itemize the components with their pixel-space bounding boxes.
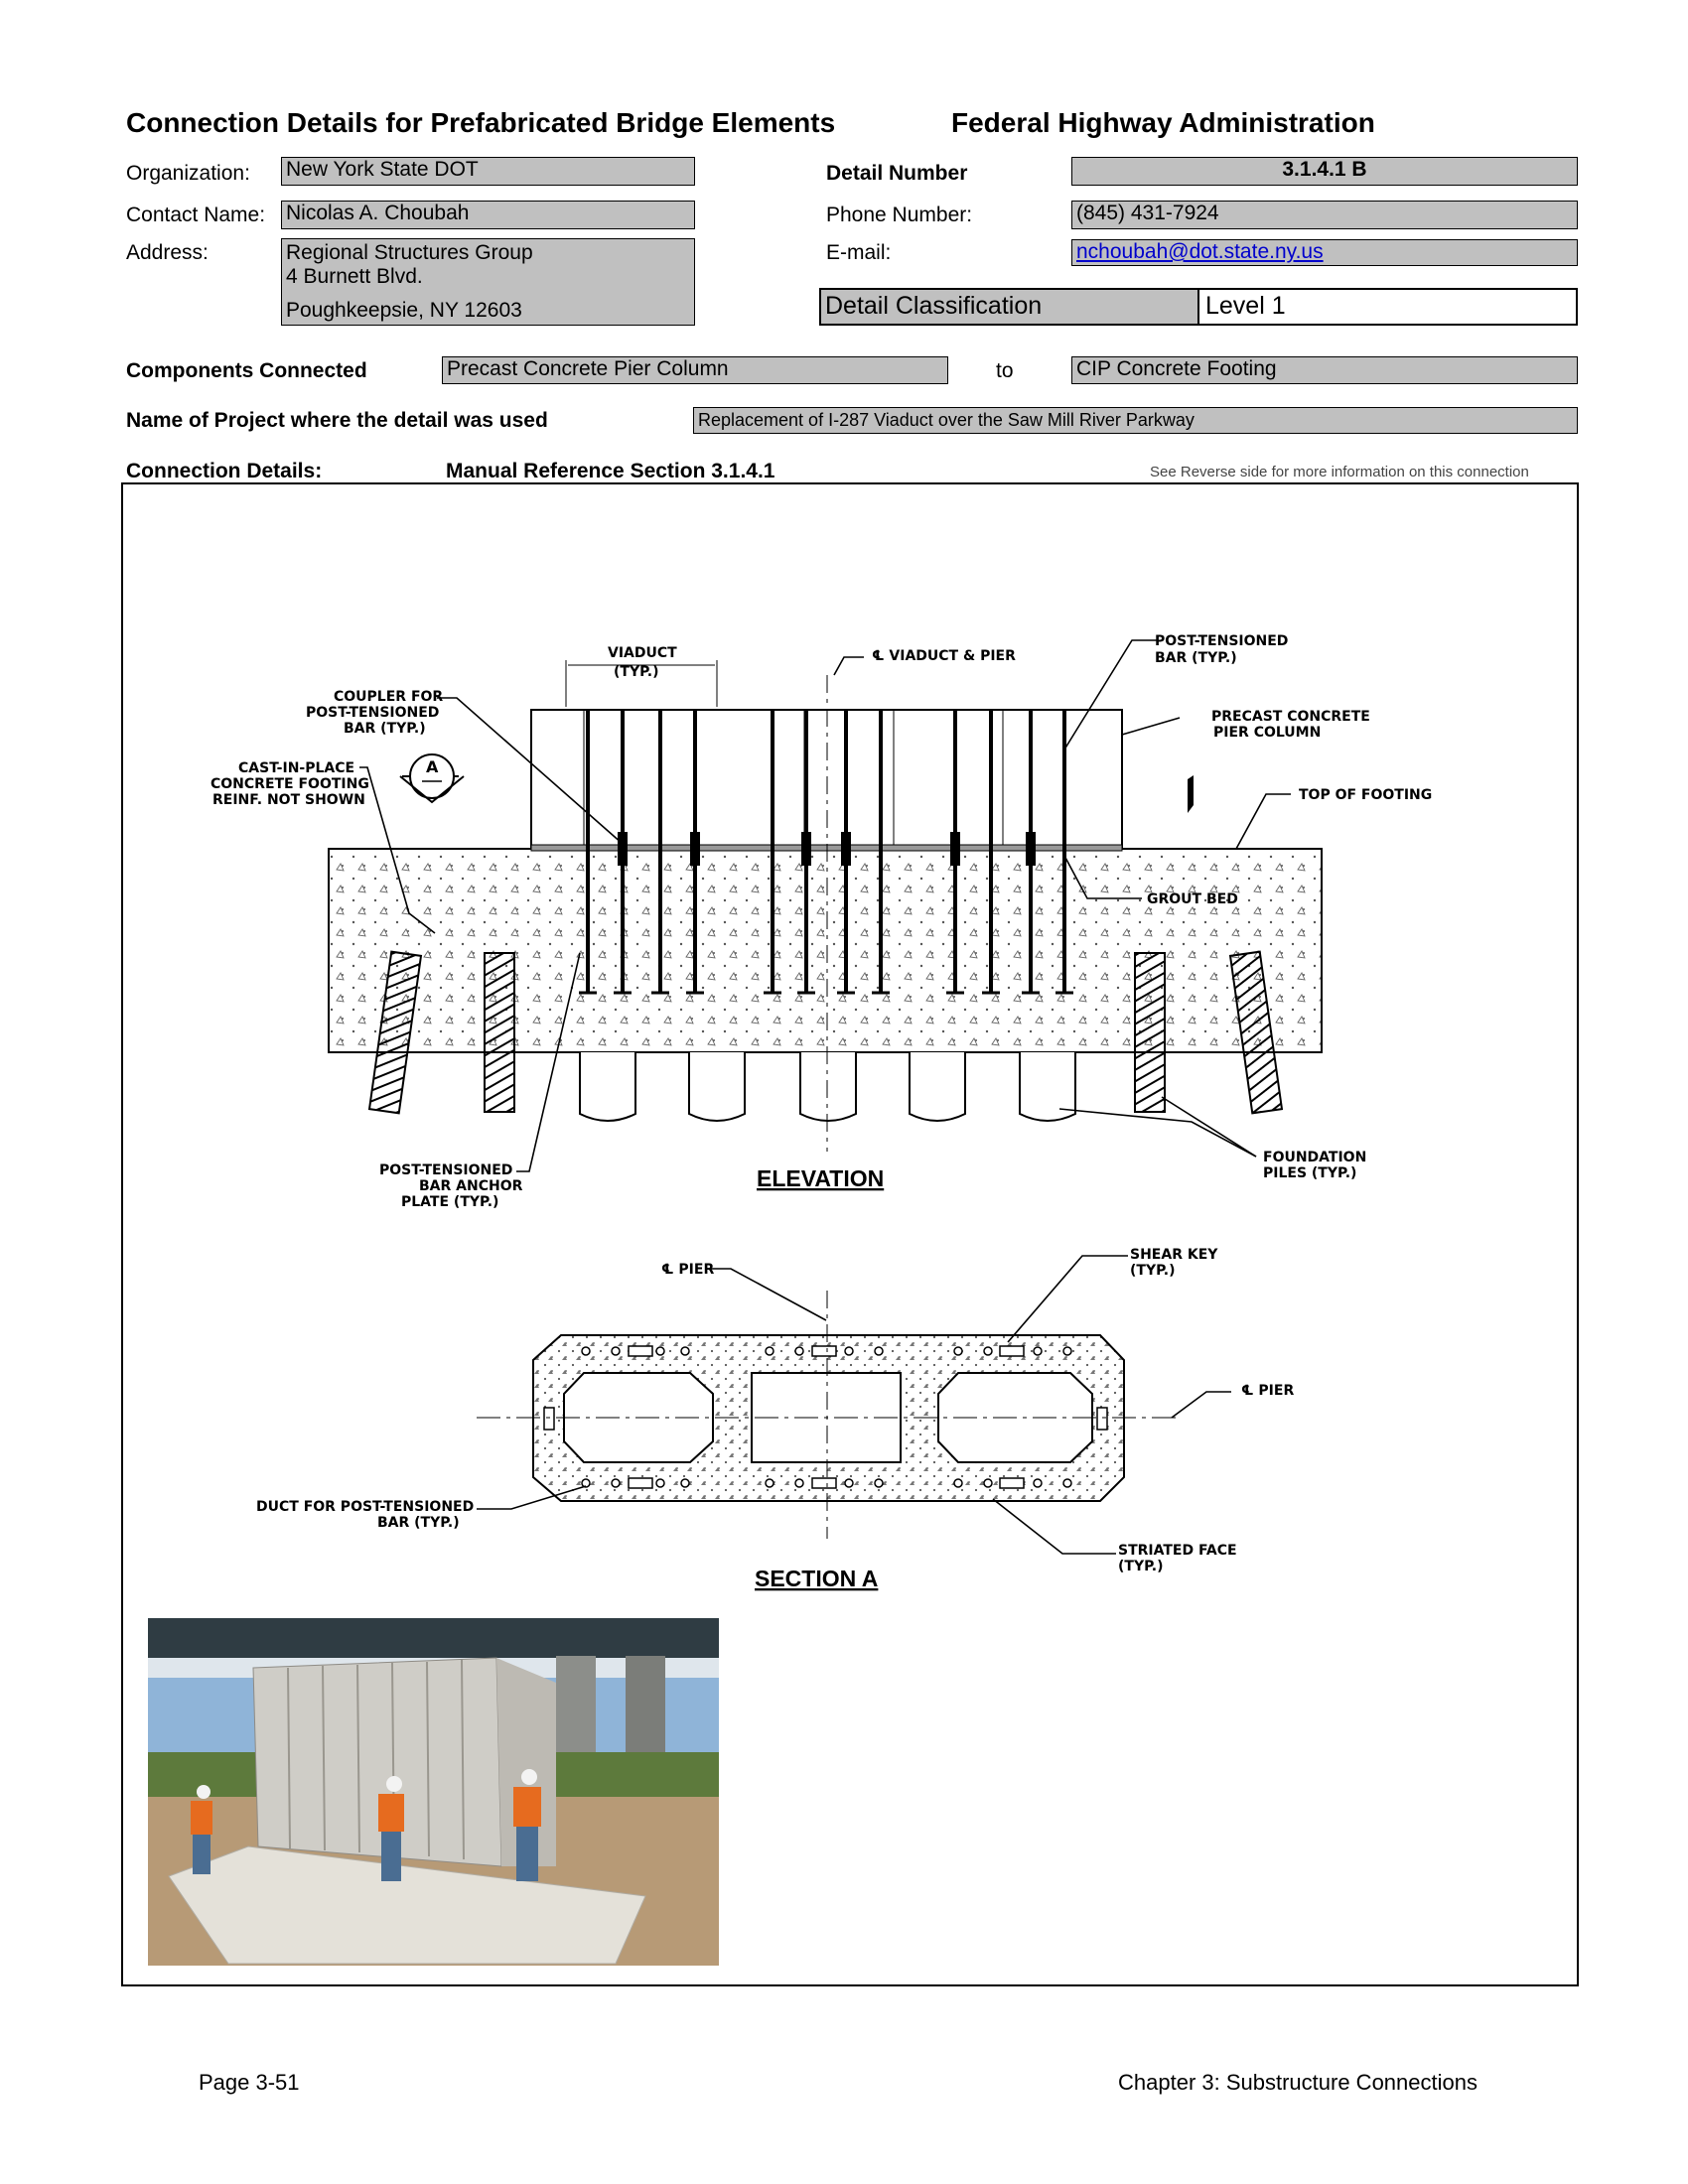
viaduct-label-2: (TYP.) [614,664,659,680]
viaduct-label-1: VIADUCT [608,645,677,661]
section-a-marker [400,754,464,802]
document-title: Connection Details for Prefabricated Bridge Elements [126,107,836,138]
duct-label-2: BAR (TYP.) [377,1515,460,1531]
address-line-2: 4 Burnett Blvd. [286,265,423,288]
pt-bar-label-2: BAR (TYP.) [1155,650,1237,666]
to-label: to [996,359,1014,382]
shear-key-label-1: SHEAR KEY [1130,1247,1218,1263]
cip-footing-label-1: CAST-IN-PLACE [238,760,355,776]
cip-footing-label-3: REINF. NOT SHOWN [212,792,365,808]
detail-number-field: 3.1.4.1 B [1071,157,1578,186]
section-marker-label: A [426,757,439,776]
piles-label-1: FOUNDATION [1263,1150,1367,1165]
anchor-plate-label-2: BAR ANCHOR [419,1178,523,1194]
top-of-footing-label: TOP OF FOOTING [1299,787,1433,803]
duct-label-1: DUCT FOR POST-TENSIONED [256,1499,475,1515]
striated-face-label-1: STRIATED FACE [1118,1543,1237,1559]
anchor-plate-label-3: PLATE (TYP.) [401,1194,499,1210]
striated-face-label-2: (TYP.) [1118,1559,1164,1574]
project-label: Name of Project where the detail was used [126,409,548,432]
cl-viaduct-pier-label: ℄ VIADUCT & PIER [872,648,1016,664]
address-line-3: Poughkeepsie, NY 12603 [286,299,522,322]
project-field: Replacement of I-287 Viaduct over the Saw Mill River Parkway [693,407,1578,434]
connection-details-label: Connection Details: [126,460,323,482]
anchor-plate-label-1: POST-TENSIONED [379,1162,513,1178]
manual-reference: Manual Reference Section 3.1.4.1 [446,460,775,482]
chapter-title: Chapter 3: Substructure Connections [1118,2070,1477,2095]
elevation-title: ELEVATION [757,1165,885,1191]
components-label: Components Connected [126,359,367,382]
contact-field: Nicolas A. Choubah [281,201,695,229]
detail-number-label: Detail Number [826,162,968,185]
reverse-side-note: See Reverse side for more information on this connection [1150,464,1529,480]
address-line-1: Regional Structures Group [286,241,533,264]
precast-column-label-1: PRECAST CONCRETE [1211,709,1370,725]
cl-pier-label-right: ℄ PIER [1241,1383,1295,1399]
shear-key-label-2: (TYP.) [1130,1263,1176,1279]
section-a-title: SECTION A [755,1566,879,1591]
email-label: E-mail: [826,241,892,264]
cl-pier-label-top: ℄ PIER [661,1262,715,1278]
agency-name: Federal Highway Administration [951,107,1375,138]
email-link[interactable]: nchoubah@dot.state.ny.us [1076,240,1324,263]
pt-bar-label-1: POST-TENSIONED [1155,633,1289,649]
precast-column-label-2: PIER COLUMN [1213,725,1322,741]
coupler-label-2: POST-TENSIONED [306,705,440,721]
page-number: Page 3-51 [199,2070,300,2095]
classification-value: Level 1 [1197,288,1578,326]
cip-footing [329,849,1322,1052]
organization-label: Organization: [126,162,250,185]
cip-footing-label-2: CONCRETE FOOTING [211,776,369,792]
component-from-field: Precast Concrete Pier Column [442,356,948,384]
classification-label: Detail Classification [819,288,1199,326]
piles-label-2: PILES (TYP.) [1263,1165,1357,1181]
address-label: Address: [126,241,209,264]
coupler-label-1: COUPLER FOR [334,689,444,705]
construction-photo [148,1618,719,1966]
coupler-label-3: BAR (TYP.) [344,721,426,737]
organization-field: New York State DOT [281,157,695,186]
phone-label: Phone Number: [826,204,973,226]
phone-field: (845) 431-7924 [1071,201,1578,229]
grout-bed-label: GROUT BED [1147,891,1238,907]
contact-label: Contact Name: [126,204,266,226]
component-to-field: CIP Concrete Footing [1071,356,1578,384]
